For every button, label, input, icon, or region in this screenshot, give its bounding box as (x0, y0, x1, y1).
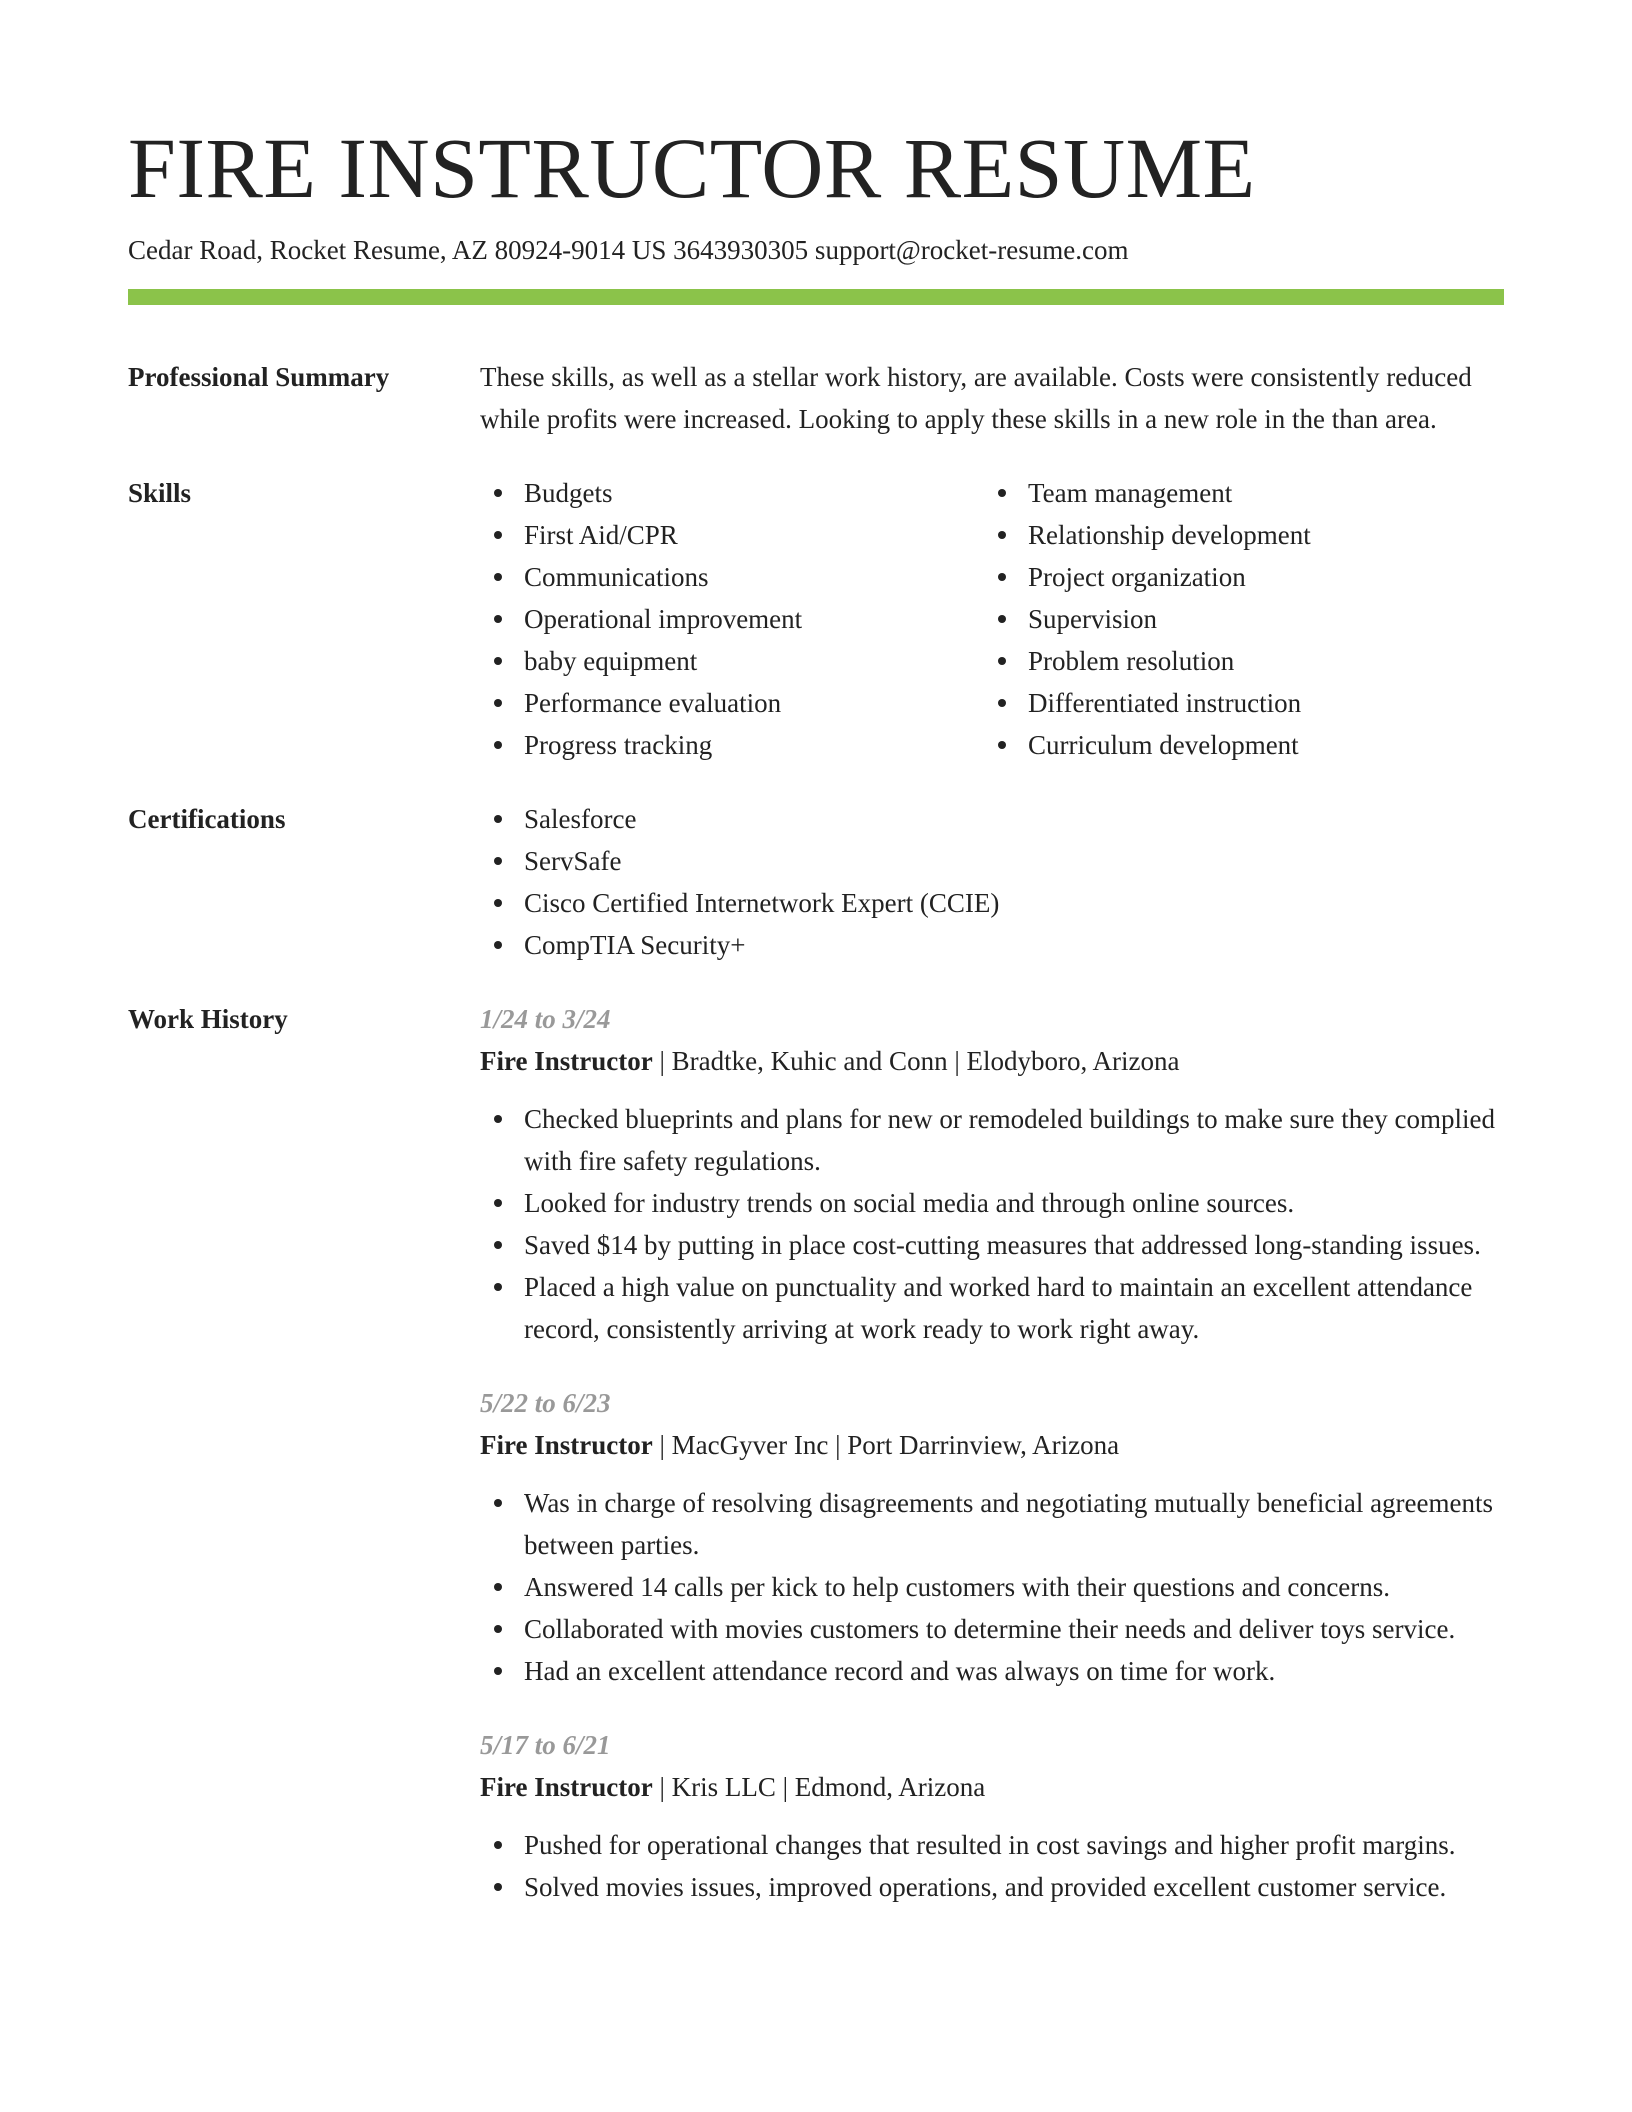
contact-line: Cedar Road, Rocket Resume, AZ 80924-9014 US 3643930305 support@rocket-resume.com (128, 235, 1129, 265)
certification-item: CompTIA Security+ (480, 924, 1504, 966)
job-bullet: Had an excellent attendance record and was always on time for work. (480, 1650, 1504, 1692)
professional-summary-section (128, 356, 1504, 440)
certification-item: Salesforce (480, 798, 1504, 840)
skill-item: Differentiated instruction (984, 682, 1488, 724)
job-heading (480, 1766, 1504, 1808)
job-dates: 5/22 to 6/23 (480, 1388, 611, 1418)
resume-title: FIRE INSTRUCTOR RESUME (128, 120, 1256, 216)
job-entry (480, 1382, 1504, 1692)
skill-item: Team management (984, 472, 1488, 514)
skill-item: Progress tracking (480, 724, 984, 766)
job-bullet: Was in charge of resolving disagreements and negotiating mutually beneficial agreements between parties. (480, 1482, 1504, 1566)
skill-item: baby equipment (480, 640, 984, 682)
summary-text: These skills, as well as a stellar work history, are available. Costs were consistently reduced while profits were increased. Looking to apply these skills in a new role in the than area. (480, 362, 1472, 434)
job-bullet: Looked for industry trends on social media and through online sources. (480, 1182, 1504, 1224)
job-separator: | (775, 1772, 795, 1802)
job-separator: | (828, 1430, 848, 1460)
job-title: Fire Instructor (480, 1430, 653, 1460)
job-bullet: Saved $14 by putting in place cost-cutting measures that addressed long-standing issues. (480, 1224, 1504, 1266)
work-history-section (128, 998, 1504, 1908)
section-label-summary: Professional Summary (128, 362, 390, 392)
certification-item: Cisco Certified Internetwork Expert (CCIE) (480, 882, 1504, 924)
certifications-list (480, 798, 1504, 966)
job-company: Bradtke, Kuhic and Conn (671, 1046, 948, 1076)
job-bullet: Pushed for operational changes that resulted in cost savings and higher profit margins. (480, 1824, 1504, 1866)
job-entry (480, 998, 1504, 1350)
job-dates: 1/24 to 3/24 (480, 1004, 611, 1034)
section-label-skills: Skills (128, 478, 192, 508)
skill-item: Supervision (984, 598, 1488, 640)
job-dates: 5/17 to 6/21 (480, 1730, 611, 1760)
job-heading (480, 1040, 1504, 1082)
certification-item: ServSafe (480, 840, 1504, 882)
job-location: Edmond, Arizona (794, 1772, 986, 1802)
job-bullet: Checked blueprints and plans for new or remodeled buildings to make sure they complied with fire safety regulations. (480, 1098, 1504, 1182)
certifications-body (480, 798, 1504, 966)
skill-item: Operational improvement (480, 598, 984, 640)
section-label-certifications: Certifications (128, 804, 286, 834)
job-bullet: Solved movies issues, improved operations, and provided excellent customer service. (480, 1866, 1504, 1908)
certifications-section (128, 798, 1504, 966)
accent-divider (128, 289, 1504, 305)
job-separator: | (652, 1046, 672, 1076)
job-entry (480, 1724, 1504, 1908)
skills-list-left (480, 472, 984, 766)
job-location: Port Darrinview, Arizona (847, 1430, 1120, 1460)
skill-item: Problem resolution (984, 640, 1488, 682)
section-label-work-history: Work History (128, 1004, 288, 1034)
job-title: Fire Instructor (480, 1046, 653, 1076)
skill-item: Project organization (984, 556, 1488, 598)
skill-item: Budgets (480, 472, 984, 514)
skill-item: Curriculum development (984, 724, 1488, 766)
work-history-body (480, 998, 1504, 1908)
job-title: Fire Instructor (480, 1772, 653, 1802)
job-company: Kris LLC (671, 1772, 776, 1802)
job-bullets (480, 1098, 1504, 1350)
job-separator: | (947, 1046, 967, 1076)
skill-item: Performance evaluation (480, 682, 984, 724)
job-bullets (480, 1824, 1504, 1908)
skills-columns (480, 472, 1504, 766)
job-separator: | (652, 1430, 672, 1460)
job-location: Elodyboro, Arizona (966, 1046, 1180, 1076)
job-bullet: Collaborated with movies customers to determine their needs and deliver toys service. (480, 1608, 1504, 1650)
job-company: MacGyver Inc (671, 1430, 829, 1460)
skill-item: Communications (480, 556, 984, 598)
skills-list-right (984, 472, 1488, 766)
job-bullet: Answered 14 calls per kick to help customers with their questions and concerns. (480, 1566, 1504, 1608)
skill-item: First Aid/CPR (480, 514, 984, 556)
skills-section (128, 472, 1504, 766)
job-heading (480, 1424, 1504, 1466)
job-separator: | (652, 1772, 672, 1802)
job-bullets (480, 1482, 1504, 1692)
job-bullet: Placed a high value on punctuality and worked hard to maintain an excellent attendance record, consistently arriving at work ready to work right away. (480, 1266, 1504, 1350)
skill-item: Relationship development (984, 514, 1488, 556)
